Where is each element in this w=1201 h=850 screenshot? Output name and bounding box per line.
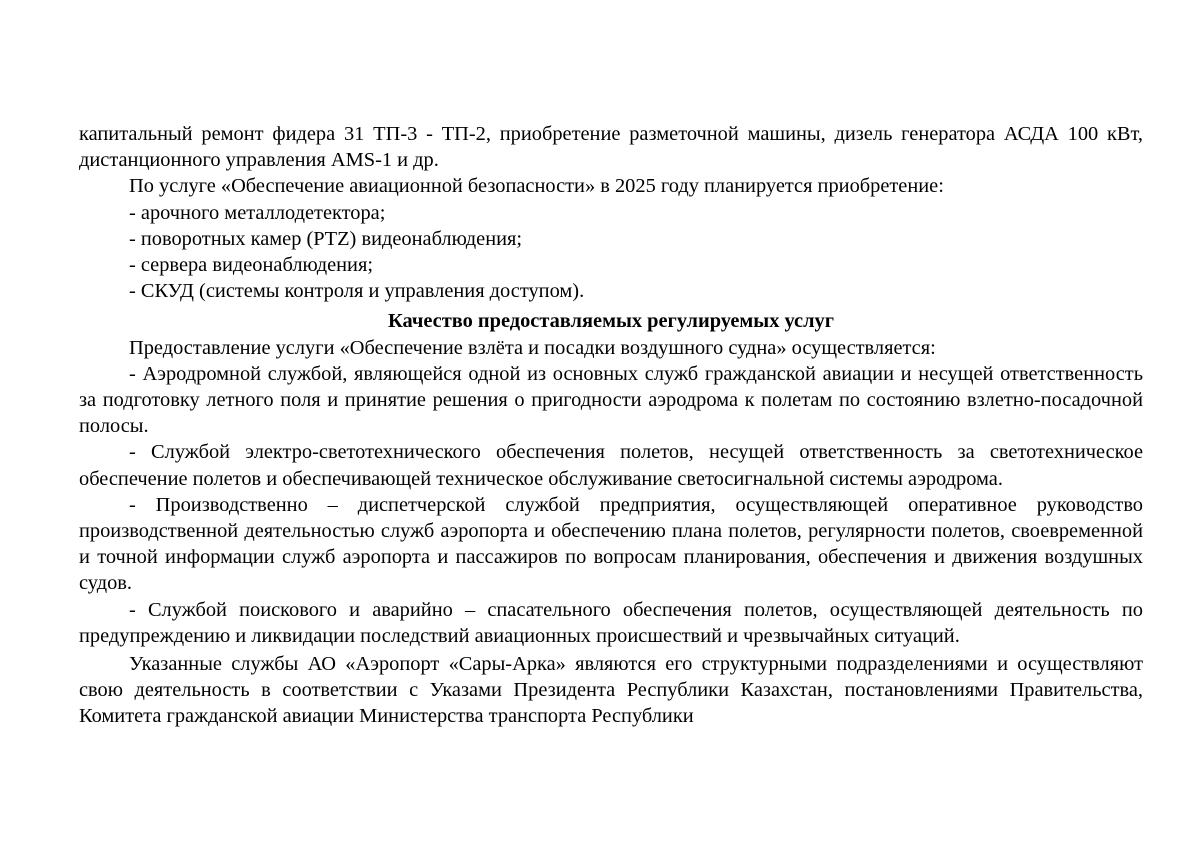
list-item: - Аэродромной службой, являющейся одной из основных служб гражданской авиации и несущей ответственность за подготовку летного поля и принятие решения о пригодности аэродрома к полетам по состоянию взлетно-посадочной полосы. xyxy=(79,362,1143,438)
list-item: - арочного металлодетектора; xyxy=(129,201,386,224)
list-item: - поворотных камер (PTZ) видеонаблюдения; xyxy=(129,227,523,250)
section-heading: Качество предоставляемых регулируемых услуг xyxy=(387,310,834,333)
paragraph-continuation: капитальный ремонт фидера 31 ТП-3 - ТП-2, приобретение разметочной машины, дизель генератора АСДА 100 кВт, дистанционного управления AMS-1 и др. xyxy=(79,123,1143,172)
list-item: - Производственно – диспетчерской службой предприятия, осуществляющей оперативное руководство производственной деятельностью служб аэропорта и обеспечению плана полетов, регулярности полетов, своевременной и точной информации служб аэропорта и пассажиров по вопросам планирования, обеспечения и движения воздушных судов. xyxy=(79,493,1143,595)
paragraph-security-intro: По услуге «Обеспечение авиационной безопасности» в 2025 году планируется приобретение: xyxy=(129,175,944,198)
paragraph-service-intro: Предоставление услуги «Обеспечение взлёта и посадки воздушного судна» осуществляется: xyxy=(129,336,936,359)
document-page xyxy=(79,121,1143,730)
list-item: - Службой электро-светотехнического обеспечения полетов, несущей ответственность за светотехническое обеспечение полетов и обеспечивающей техническое обслуживание светосигнальной системы аэродрома. xyxy=(79,441,1143,490)
list-item: - сервера видеонаблюдения; xyxy=(129,254,373,277)
list-item: - СКУД (системы контроля и управления доступом). xyxy=(129,280,585,303)
list-item: - Службой поискового и аварийно – спасательного обеспечения полетов, осуществляющей деятельность по предупреждению и ликвидации последствий авиационных происшествий и чрезвычайных ситуаций. xyxy=(79,598,1143,647)
service-list xyxy=(79,361,1143,649)
security-list xyxy=(79,200,1143,305)
paragraph-final: Указанные службы АО «Аэропорт «Сары-Арка» являются его структурными подразделениями и осуществляют свою деятельность в соответствии с Указами Президента Республики Казахстан, постановлениями Правительства, Комитета гражданской авиации Министерства транспорта Республики xyxy=(79,653,1143,728)
